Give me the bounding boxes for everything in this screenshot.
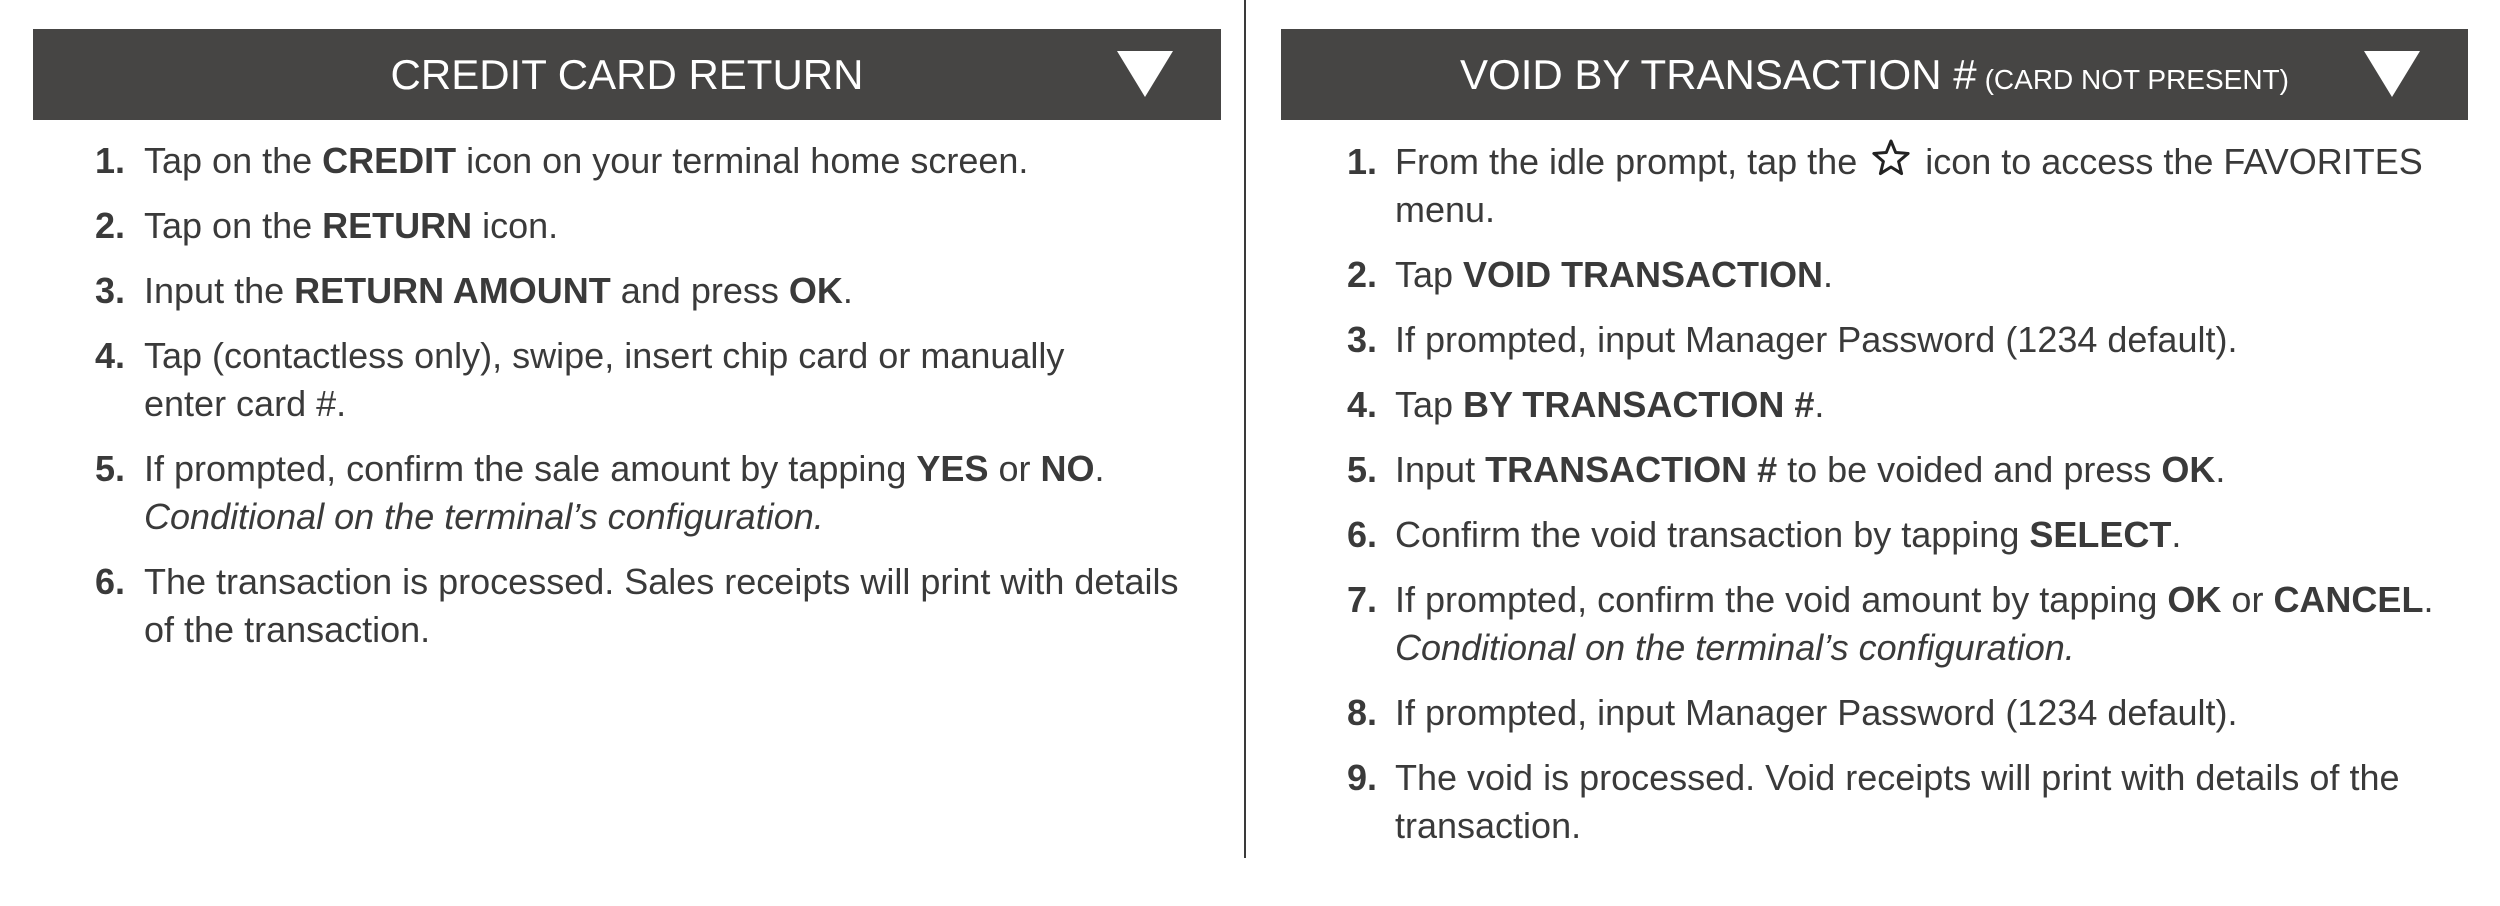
step-text: The transaction is processed. Sales receipts will print with details [144, 561, 1179, 602]
step-number: 8. [1347, 692, 1378, 733]
step-number: 6. [95, 561, 126, 602]
step-number: 9. [1347, 757, 1378, 798]
void-by-transaction-steps [1281, 138, 2468, 850]
step-emphasis: CREDIT [322, 140, 457, 181]
step-item [1281, 754, 2468, 850]
step-item [1281, 511, 2468, 559]
step-text: and press [610, 270, 789, 311]
step-emphasis: OK [788, 270, 843, 311]
step-number: 2. [95, 205, 126, 246]
step-text: of the transaction. [144, 609, 431, 650]
void-by-transaction-header[interactable] [1281, 29, 2468, 120]
step-item [1281, 316, 2468, 364]
step-text: . [2215, 449, 2226, 490]
step-emphasis: OK [2161, 449, 2216, 490]
step-text: If prompted, input Manager Password (1234 default). [1395, 319, 2238, 360]
step-text: Tap [1395, 254, 1464, 295]
step-item [1281, 381, 2468, 429]
step-emphasis: CANCEL [2273, 579, 2424, 620]
step-emphasis: YES [916, 448, 989, 489]
step-emphasis: TRANSACTION # [1485, 449, 1778, 490]
step-emphasis: SELECT [2029, 514, 2172, 555]
step-emphasis: RETURN AMOUNT [294, 270, 611, 311]
step-text: Tap on the [144, 205, 323, 246]
step-text: From the idle prompt, tap the [1395, 141, 1868, 182]
step-text: transaction. [1395, 805, 1582, 846]
step-number: 1. [1347, 141, 1378, 182]
step-text: Input [1395, 449, 1486, 490]
credit-card-return-title: CREDIT CARD RETURN [390, 50, 864, 98]
star-outline-icon [1871, 138, 1911, 178]
step-text: . [1814, 384, 1825, 425]
step-number: 3. [95, 270, 126, 311]
step-text: Input the [144, 270, 295, 311]
step-item [1281, 576, 2468, 672]
step-item [1281, 446, 2468, 494]
void-by-transaction-panel [1281, 29, 2468, 867]
step-text: icon on your terminal home screen. [456, 140, 1029, 181]
step-text: Confirm the void transaction by tapping [1395, 514, 2030, 555]
step-number: 4. [1347, 384, 1378, 425]
step-text: Tap on the [144, 140, 323, 181]
credit-card-return-panel [33, 29, 1221, 671]
step-text: Tap (contactless only), swipe, insert chip card or manually [144, 335, 1065, 376]
column-divider [1244, 0, 1246, 858]
step-item [33, 558, 1221, 654]
void-by-transaction-title [1460, 51, 2289, 99]
step-item [33, 137, 1221, 185]
step-item [1281, 689, 2468, 737]
step-text: or [988, 448, 1041, 489]
step-number: 5. [95, 448, 126, 489]
step-text: . [2171, 514, 2182, 555]
step-emphasis: OK [2167, 579, 2222, 620]
void-title-sub: (CARD NOT PRESENT) [1984, 63, 2289, 95]
step-item [1281, 251, 2468, 299]
step-emphasis: RETURN [322, 205, 473, 246]
step-number: 5. [1347, 449, 1378, 490]
step-text: . [2423, 579, 2434, 620]
step-note: Conditional on the terminal’s configuration. [144, 496, 824, 537]
step-item [33, 202, 1221, 250]
step-number: 7. [1347, 579, 1378, 620]
step-emphasis: VOID TRANSACTION [1463, 254, 1824, 295]
step-text: menu. [1395, 189, 1496, 230]
step-number: 1. [95, 140, 126, 181]
step-number: 3. [1347, 319, 1378, 360]
step-text: or [2221, 579, 2274, 620]
step-item [33, 332, 1221, 428]
step-text: The void is processed. Void receipts will print with details of the [1395, 757, 2400, 798]
step-emphasis: NO [1040, 448, 1095, 489]
step-text: . [842, 270, 853, 311]
step-item [33, 267, 1221, 315]
step-emphasis: BY TRANSACTION # [1463, 384, 1815, 425]
step-number: 6. [1347, 514, 1378, 555]
step-note: Conditional on the terminal’s configuration. [1395, 627, 2075, 668]
credit-card-return-steps [33, 137, 1221, 654]
credit-card-return-header[interactable] [33, 29, 1221, 120]
step-text: If prompted, confirm the sale amount by tapping [144, 448, 917, 489]
step-text: If prompted, confirm the void amount by tapping [1395, 579, 2168, 620]
triangle-down-icon[interactable] [1117, 51, 1173, 97]
step-text: icon. [472, 205, 559, 246]
step-text: . [1094, 448, 1105, 489]
step-number: 4. [95, 335, 126, 376]
step-text: . [1823, 254, 1834, 295]
step-text: Tap [1395, 384, 1464, 425]
step-item [1281, 138, 2468, 234]
step-text: to be voided and press [1777, 449, 2162, 490]
void-title-main: VOID BY TRANSACTION # [1460, 50, 1977, 98]
step-item [33, 445, 1221, 541]
step-text: enter card #. [144, 383, 347, 424]
step-text: icon to access the FAVORITES [1915, 141, 2423, 182]
step-text: If prompted, input Manager Password (1234 default). [1395, 692, 2238, 733]
step-number: 2. [1347, 254, 1378, 295]
triangle-down-icon[interactable] [2364, 51, 2420, 97]
